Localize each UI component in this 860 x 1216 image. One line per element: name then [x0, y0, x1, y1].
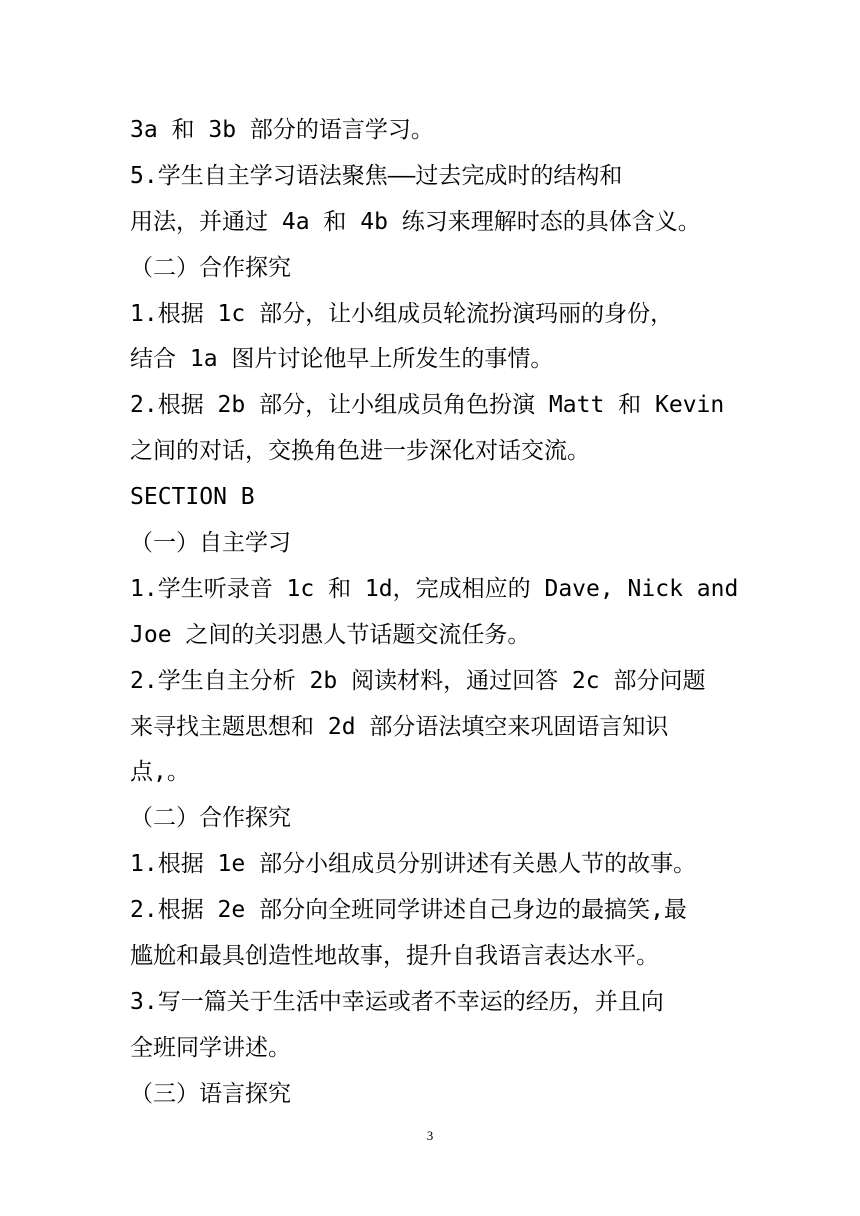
- section-heading: （二）合作探究: [130, 254, 291, 281]
- section-title: SECTION B: [130, 484, 255, 511]
- text-line: 结合 1a 图片讨论他早上所发生的事情。: [130, 346, 554, 373]
- text-line: 尴尬和最具创造性地故事，提升自我语言表达水平。: [130, 943, 659, 970]
- text-line: 5.学生自主学习语法聚焦——过去完成时的结构和: [130, 162, 623, 189]
- text-line: 来寻找主题思想和 2d 部分语法填空来巩固语言知识: [130, 713, 669, 740]
- text-line: 之间的对话，交换角色进一步深化对话交流。: [130, 438, 590, 465]
- text-line: 1.根据 1c 部分，让小组成员轮流扮演玛丽的身份，: [130, 300, 674, 327]
- document-body: [130, 108, 739, 1118]
- section-heading: （二）合作探究: [130, 805, 291, 832]
- text-line: 2.根据 2e 部分向全班同学讲述自己身边的最搞笑,最: [130, 897, 687, 924]
- text-line: 2.根据 2b 部分，让小组成员角色扮演 Matt 和 Kevin: [130, 392, 725, 419]
- section-heading: （三）语言探究: [130, 1080, 291, 1107]
- text-line: 全班同学讲述。: [130, 1034, 291, 1061]
- text-line: Joe 之间的关羽愚人节话题交流任务。: [130, 621, 531, 648]
- text-line: 3.写一篇关于生活中幸运或者不幸运的经历，并且向: [130, 988, 664, 1015]
- text-line: 点,。: [130, 759, 190, 786]
- page-number: 3: [426, 1128, 434, 1143]
- text-line: 1.根据 1e 部分小组成员分别讲述有关愚人节的故事。: [130, 851, 697, 878]
- section-heading: （一）自主学习: [130, 530, 291, 557]
- text-line: 3a 和 3b 部分的语言学习。: [130, 117, 434, 143]
- text-line: 2.学生自主分析 2b 阅读材料，通过回答 2c 部分问题: [130, 667, 706, 694]
- text-line: 用法，并通过 4a 和 4b 练习来理解时态的具体含义。: [130, 208, 701, 235]
- text-line: 1.学生听录音 1c 和 1d，完成相应的 Dave, Nick and: [130, 575, 739, 602]
